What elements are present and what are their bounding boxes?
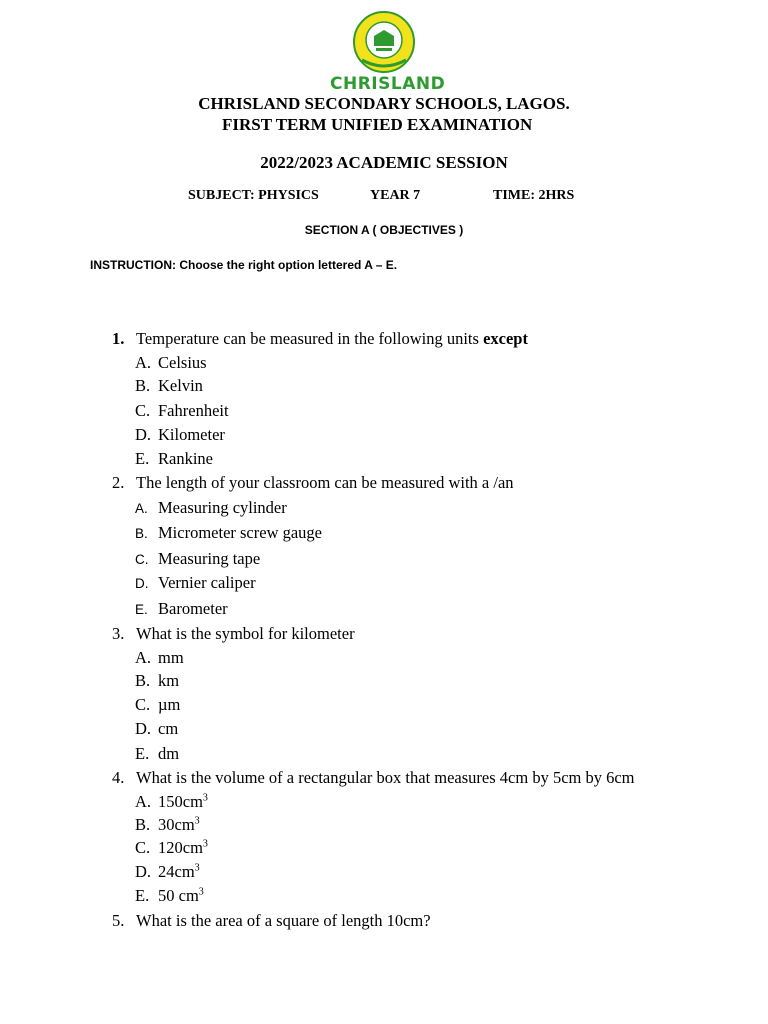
option-2d	[135, 573, 256, 593]
option-3e	[135, 744, 179, 764]
option-text: Measuring cylinder	[158, 498, 287, 517]
year-label: YEAR 7	[370, 188, 421, 203]
option-text: Measuring tape	[158, 549, 261, 568]
option-text: Celsius	[158, 353, 207, 372]
option-text: µm	[158, 695, 181, 714]
option-text: Fahrenheit	[158, 401, 229, 420]
option-1c	[135, 401, 229, 421]
question-number: 3.	[112, 624, 125, 643]
option-text: mm	[158, 648, 184, 667]
academic-session: 2022/2023 ACADEMIC SESSION	[260, 153, 508, 172]
subject-label: SUBJECT: PHYSICS	[188, 188, 319, 203]
option-4a	[135, 792, 208, 812]
option-text: dm	[158, 744, 180, 763]
section-title: SECTION A ( OBJECTIVES )	[304, 223, 464, 237]
question-number: 1.	[112, 329, 125, 348]
option-4c	[135, 838, 208, 858]
question-1	[112, 329, 528, 349]
time-label: TIME: 2HRS	[493, 188, 575, 203]
option-2c	[135, 549, 260, 569]
question-number: 5.	[112, 911, 125, 930]
option-text: Kelvin	[158, 376, 203, 395]
option-text: Micrometer screw gauge	[158, 523, 323, 542]
option-text: 24cm	[158, 862, 195, 881]
superscript: 3	[194, 815, 200, 827]
option-letter: A.	[135, 353, 152, 372]
option-text: 30cm	[158, 815, 195, 834]
logo-wordmark: CHRISLAND	[330, 74, 446, 94]
question-text: What is the area of a square of length 10cm?	[136, 911, 431, 930]
option-letter: B.	[135, 815, 151, 834]
option-letter: C.	[135, 401, 151, 420]
question-emphasis: except	[483, 329, 528, 348]
option-letter: B.	[135, 526, 148, 541]
option-4d	[135, 862, 200, 882]
option-letter: B.	[135, 671, 151, 690]
option-text: Barometer	[158, 599, 228, 618]
option-text: cm	[158, 719, 179, 738]
option-text: 120cm	[158, 838, 203, 857]
option-3d	[135, 719, 178, 739]
question-text: Temperature can be measured in the following units	[136, 329, 484, 348]
school-name: CHRISLAND SECONDARY SCHOOLS, LAGOS.	[198, 94, 570, 113]
question-3	[112, 624, 355, 644]
option-3b	[135, 671, 179, 691]
option-3c	[135, 695, 180, 715]
option-2b	[135, 523, 322, 543]
option-letter: D.	[135, 425, 152, 444]
option-letter: C.	[135, 838, 151, 857]
option-letter: E.	[135, 886, 150, 905]
option-text: Kilometer	[158, 425, 225, 444]
option-letter: D.	[135, 719, 152, 738]
question-text: What is the symbol for kilometer	[136, 624, 355, 643]
option-letter: A.	[135, 648, 152, 667]
option-text: 50 cm	[158, 886, 199, 905]
option-letter: C.	[135, 695, 151, 714]
instruction: INSTRUCTION: Choose the right option lettered A – E.	[90, 258, 398, 272]
school-crest-icon	[352, 10, 416, 74]
option-1d	[135, 425, 225, 445]
superscript: 3	[202, 838, 208, 850]
question-4	[112, 768, 635, 788]
question-text: The length of your classroom can be measured with a /an	[136, 473, 514, 492]
superscript: 3	[202, 792, 208, 804]
option-letter: A.	[135, 501, 148, 516]
question-number: 4.	[112, 768, 125, 787]
option-1a	[135, 353, 207, 373]
option-letter: C.	[135, 552, 149, 567]
question-2	[112, 473, 514, 493]
option-2a	[135, 498, 287, 518]
superscript: 3	[194, 862, 200, 874]
option-letter: A.	[135, 792, 152, 811]
option-letter: E.	[135, 744, 150, 763]
option-4b	[135, 815, 200, 835]
exam-title: FIRST TERM UNIFIED EXAMINATION	[222, 115, 533, 134]
option-text: 150cm	[158, 792, 203, 811]
option-letter: E.	[135, 449, 150, 468]
option-4e	[135, 886, 204, 906]
option-text: km	[158, 671, 180, 690]
question-number: 2.	[112, 473, 125, 492]
option-letter: E.	[135, 602, 148, 617]
option-letter: B.	[135, 376, 151, 395]
option-3a	[135, 648, 184, 668]
superscript: 3	[198, 886, 204, 898]
option-letter: D.	[135, 576, 149, 591]
option-1e	[135, 449, 213, 469]
question-text: What is the volume of a rectangular box that measures 4cm by 5cm by 6cm	[136, 768, 635, 787]
question-5	[112, 911, 431, 931]
option-text: Vernier caliper	[158, 573, 256, 592]
option-2e	[135, 599, 228, 619]
option-text: Rankine	[158, 449, 213, 468]
option-letter: D.	[135, 862, 152, 881]
option-1b	[135, 376, 203, 396]
